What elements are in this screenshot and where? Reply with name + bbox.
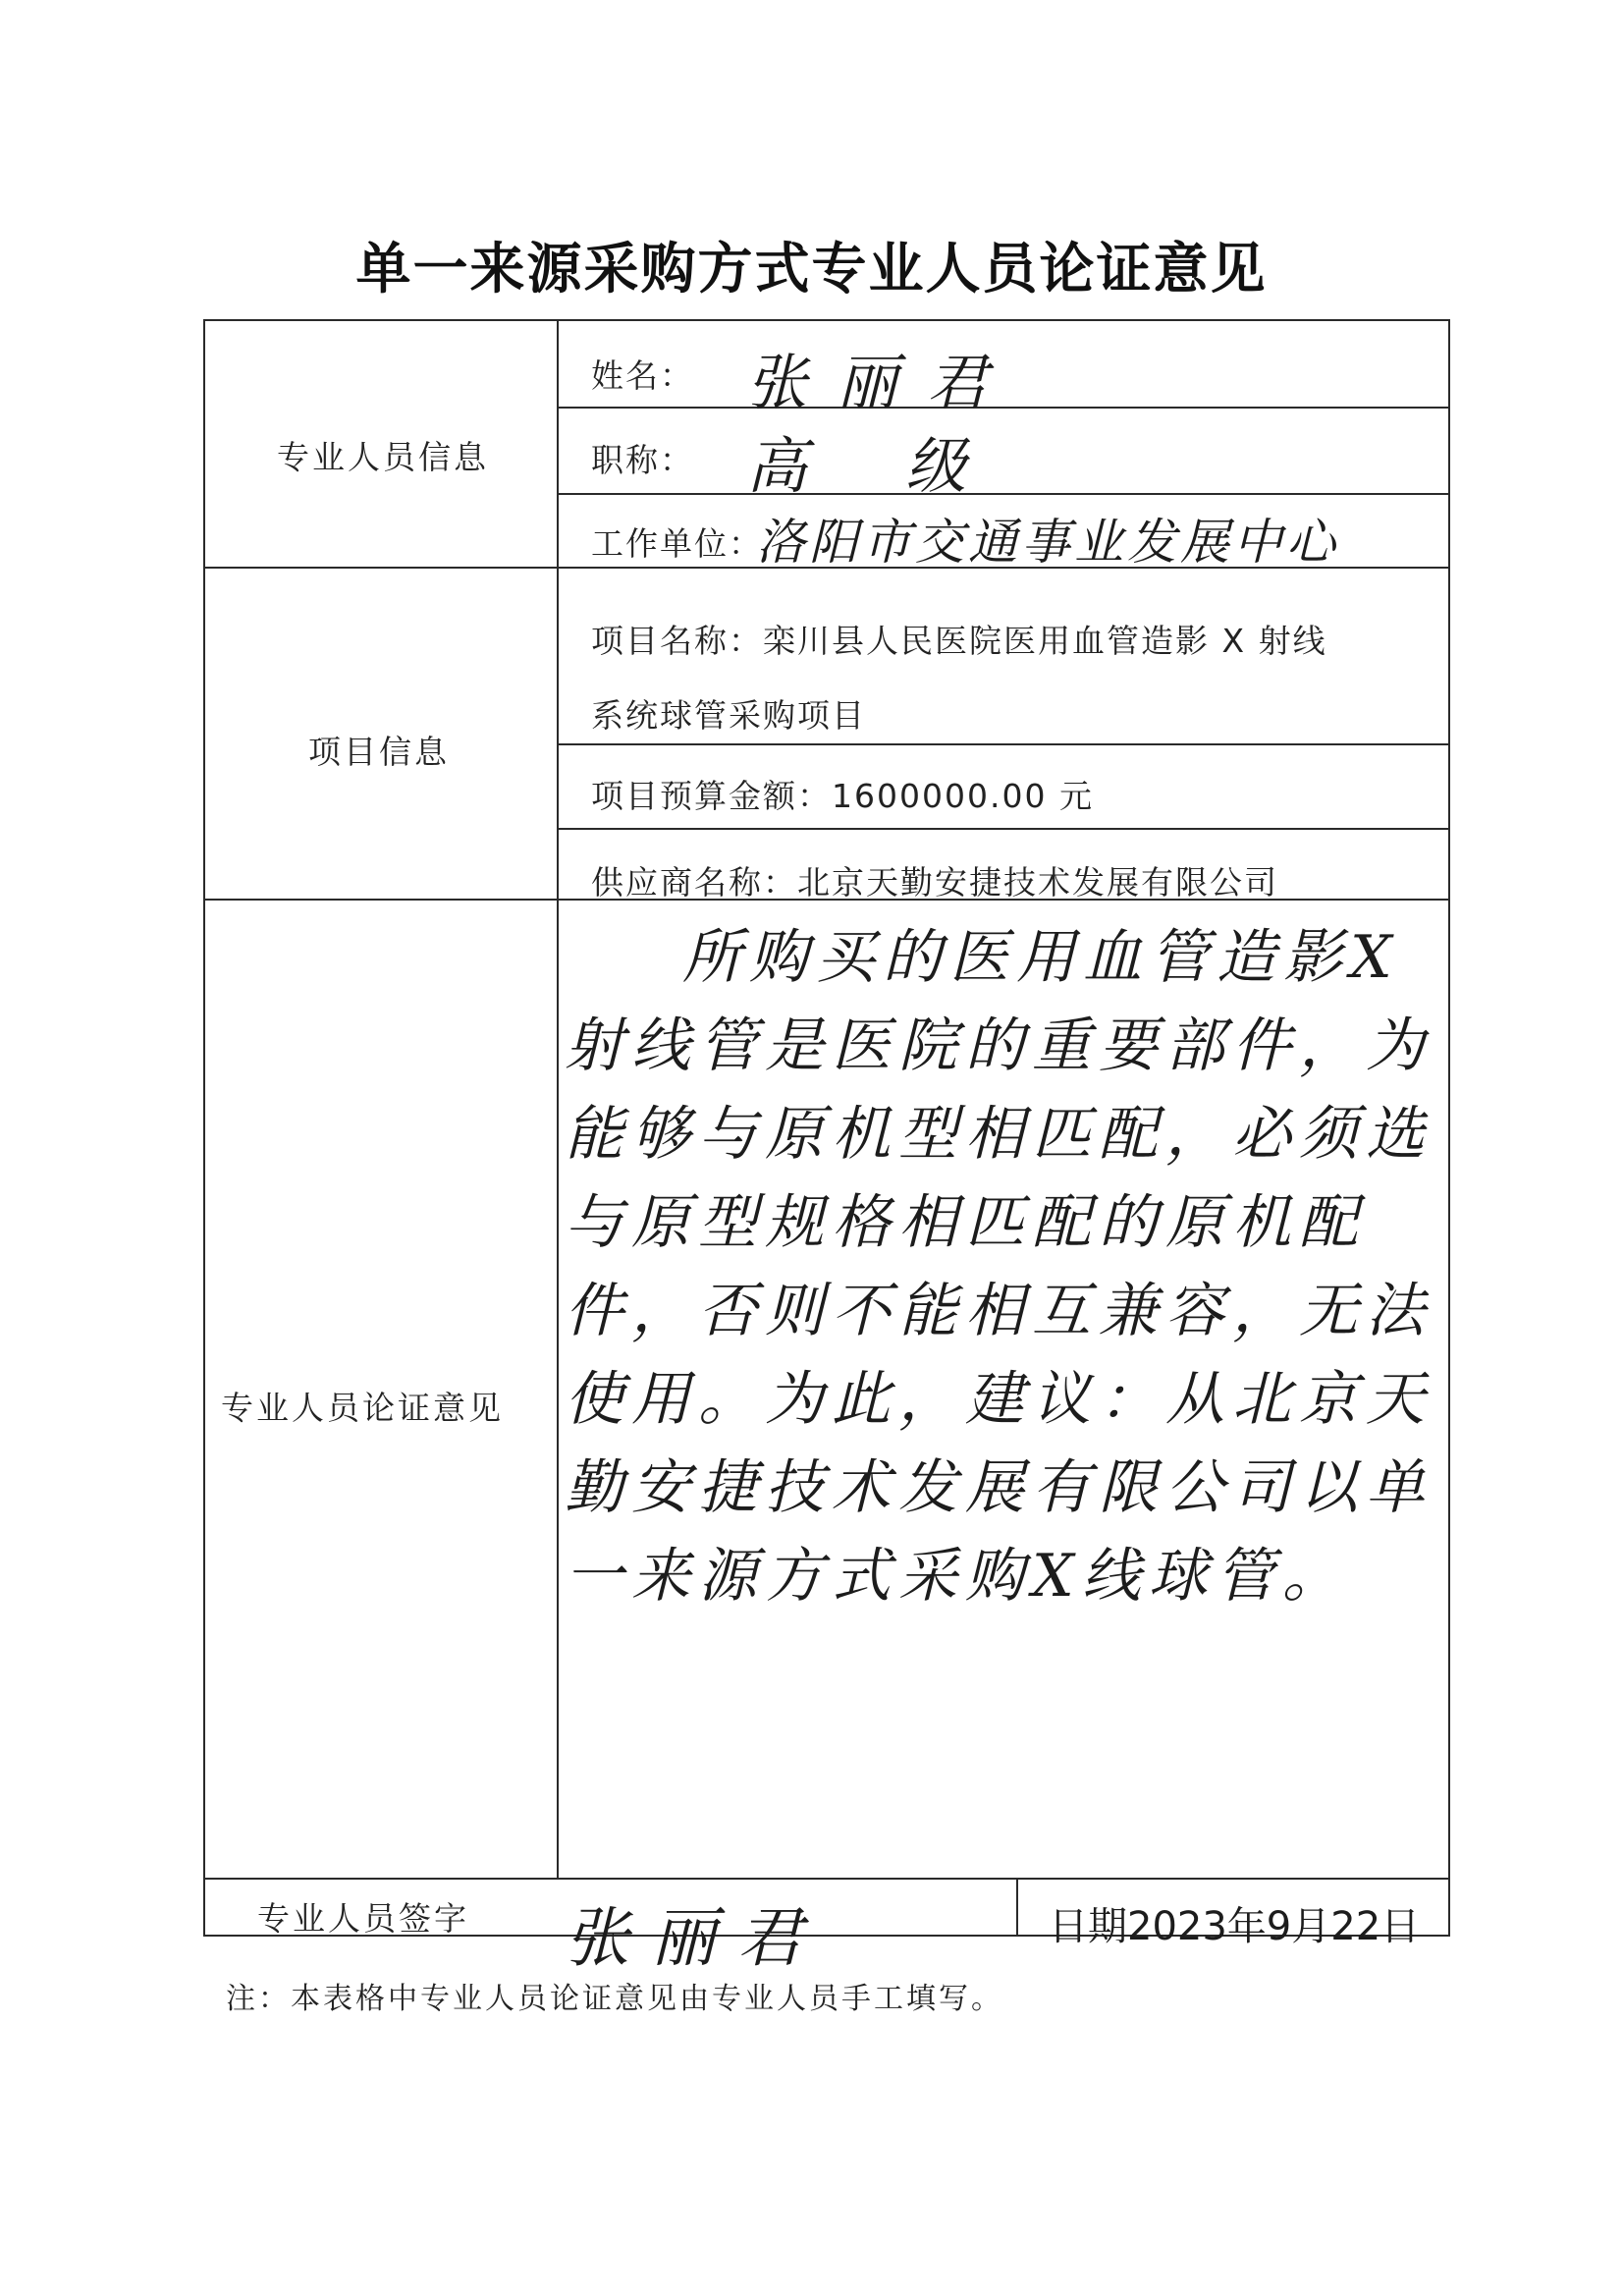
row-line-project-name: [557, 743, 1450, 745]
supplier-name: 供应商名称：北京天勤安捷技术发展有限公司: [591, 863, 1278, 902]
unit-label: 工作单位：: [591, 524, 763, 563]
signature-date: 日期2023年9月22日: [1049, 1904, 1421, 1949]
professional-info-label: 专业人员信息: [277, 438, 489, 476]
form-note: 注：本表格中专业人员论证意见由专业人员手工填写。: [226, 1982, 1003, 2016]
row-line-budget: [557, 828, 1450, 830]
project-budget: 项目预算金额：1600000.00 元: [591, 777, 1094, 815]
signature-date-divider: [1016, 1878, 1018, 1937]
signature-value: 张丽君: [565, 1900, 824, 1976]
project-info-label: 项目信息: [308, 733, 450, 771]
name-label: 姓名：: [591, 356, 694, 395]
column-divider: [557, 319, 559, 1878]
name-value: 张丽君: [746, 347, 1018, 418]
title-value: 高级: [746, 430, 1065, 502]
section-line-opinion: [203, 1878, 1450, 1880]
opinion-label: 专业人员论证意见: [221, 1389, 504, 1427]
project-name: 项目名称：栾川县人民医院医用血管造影 X 射线: [591, 622, 1327, 660]
document-title: 单一来源采购方式专业人员论证意见: [355, 238, 1268, 301]
title-label: 职称：: [591, 441, 694, 479]
project-name-cont: 系统球管采购项目: [591, 696, 866, 735]
signature-label: 专业人员签字: [257, 1899, 469, 1938]
opinion-text: 所购买的医用血管造影X射线管是医院的重要部件，为能够与原机型相匹配，必须选与原型规格相匹配的原机配件，否则不能相互兼容，无法使用。为此，建议：从北京天勤安捷技术发展有限公司以单一来源方式采购X线球管。: [565, 923, 1433, 1611]
unit-value: 洛阳市交通事业发展中心: [756, 514, 1339, 571]
